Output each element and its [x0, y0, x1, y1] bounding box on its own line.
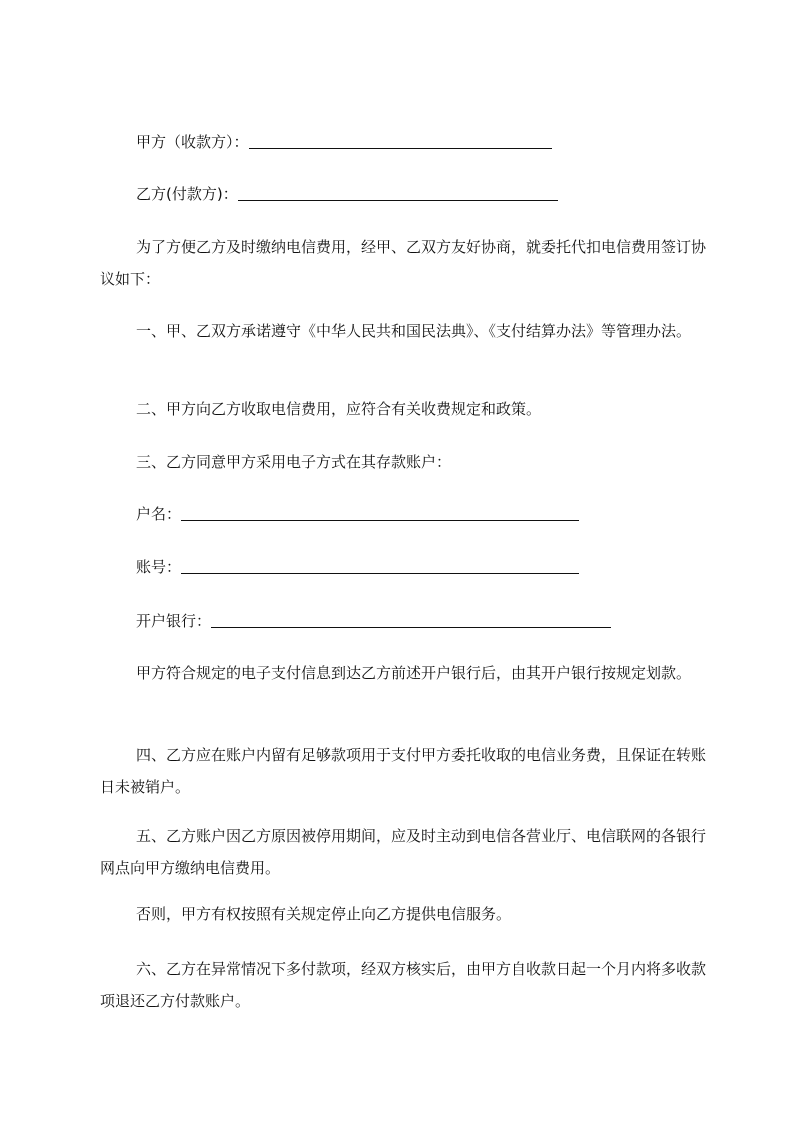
account-number-blank-line	[181, 559, 579, 574]
bank-blank-line	[211, 613, 611, 628]
bank-label: 开户银行：	[136, 612, 212, 630]
account-number-field	[136, 556, 579, 578]
clause-2-paragraph: 二、甲方向乙方收取电信费用，应符合有关收费规定和政策。	[136, 400, 542, 418]
clause-1-paragraph: 一、甲、乙双方承诺遵守《中华人民共和国民法典》、《支付结算办法》等管理办法。	[136, 322, 692, 340]
clause-3-paragraph: 三、乙方同意甲方采用电子方式在其存款账户：	[136, 453, 452, 471]
account-number-label: 账号：	[136, 558, 182, 576]
clause-4-paragraph: 四、乙方应在账户内留有足够款项用于支付甲方委托收取的电信业务费，且保证在转账日未被销户。	[100, 746, 707, 796]
clause-3-note-paragraph: 甲方符合规定的电子支付信息到达乙方前述开户银行后，由其开户银行按规定划款。	[136, 664, 692, 682]
intro-paragraph: 为了方便乙方及时缴纳电信费用，经甲、乙双方友好协商，就委托代扣电信费用签订协议如下：	[100, 238, 707, 288]
account-name-label: 户名：	[136, 505, 182, 523]
clause-5-paragraph: 五、乙方账户因乙方原因被停用期间，应及时主动到电信各营业厅、电信联网的各银行网点向甲方缴纳电信费用。	[100, 827, 707, 877]
party-a-label: 甲方（收款方）：	[136, 133, 249, 151]
party-b-field	[136, 183, 558, 205]
account-name-blank-line	[181, 506, 579, 521]
clause-5-note-paragraph: 否则，甲方有权按照有关规定停止向乙方提供电信服务。	[136, 905, 512, 923]
account-name-field	[136, 503, 579, 525]
clause-6-paragraph: 六、乙方在异常情况下多付款项，经双方核实后，由甲方自收款日起一个月内将多收款项退还乙方付款账户。	[100, 960, 707, 1010]
party-b-blank-line	[238, 186, 558, 201]
party-a-blank-line	[249, 134, 552, 149]
bank-field	[136, 610, 611, 632]
party-a-field	[136, 131, 552, 153]
party-b-label: 乙方(付款方)：	[136, 185, 238, 203]
